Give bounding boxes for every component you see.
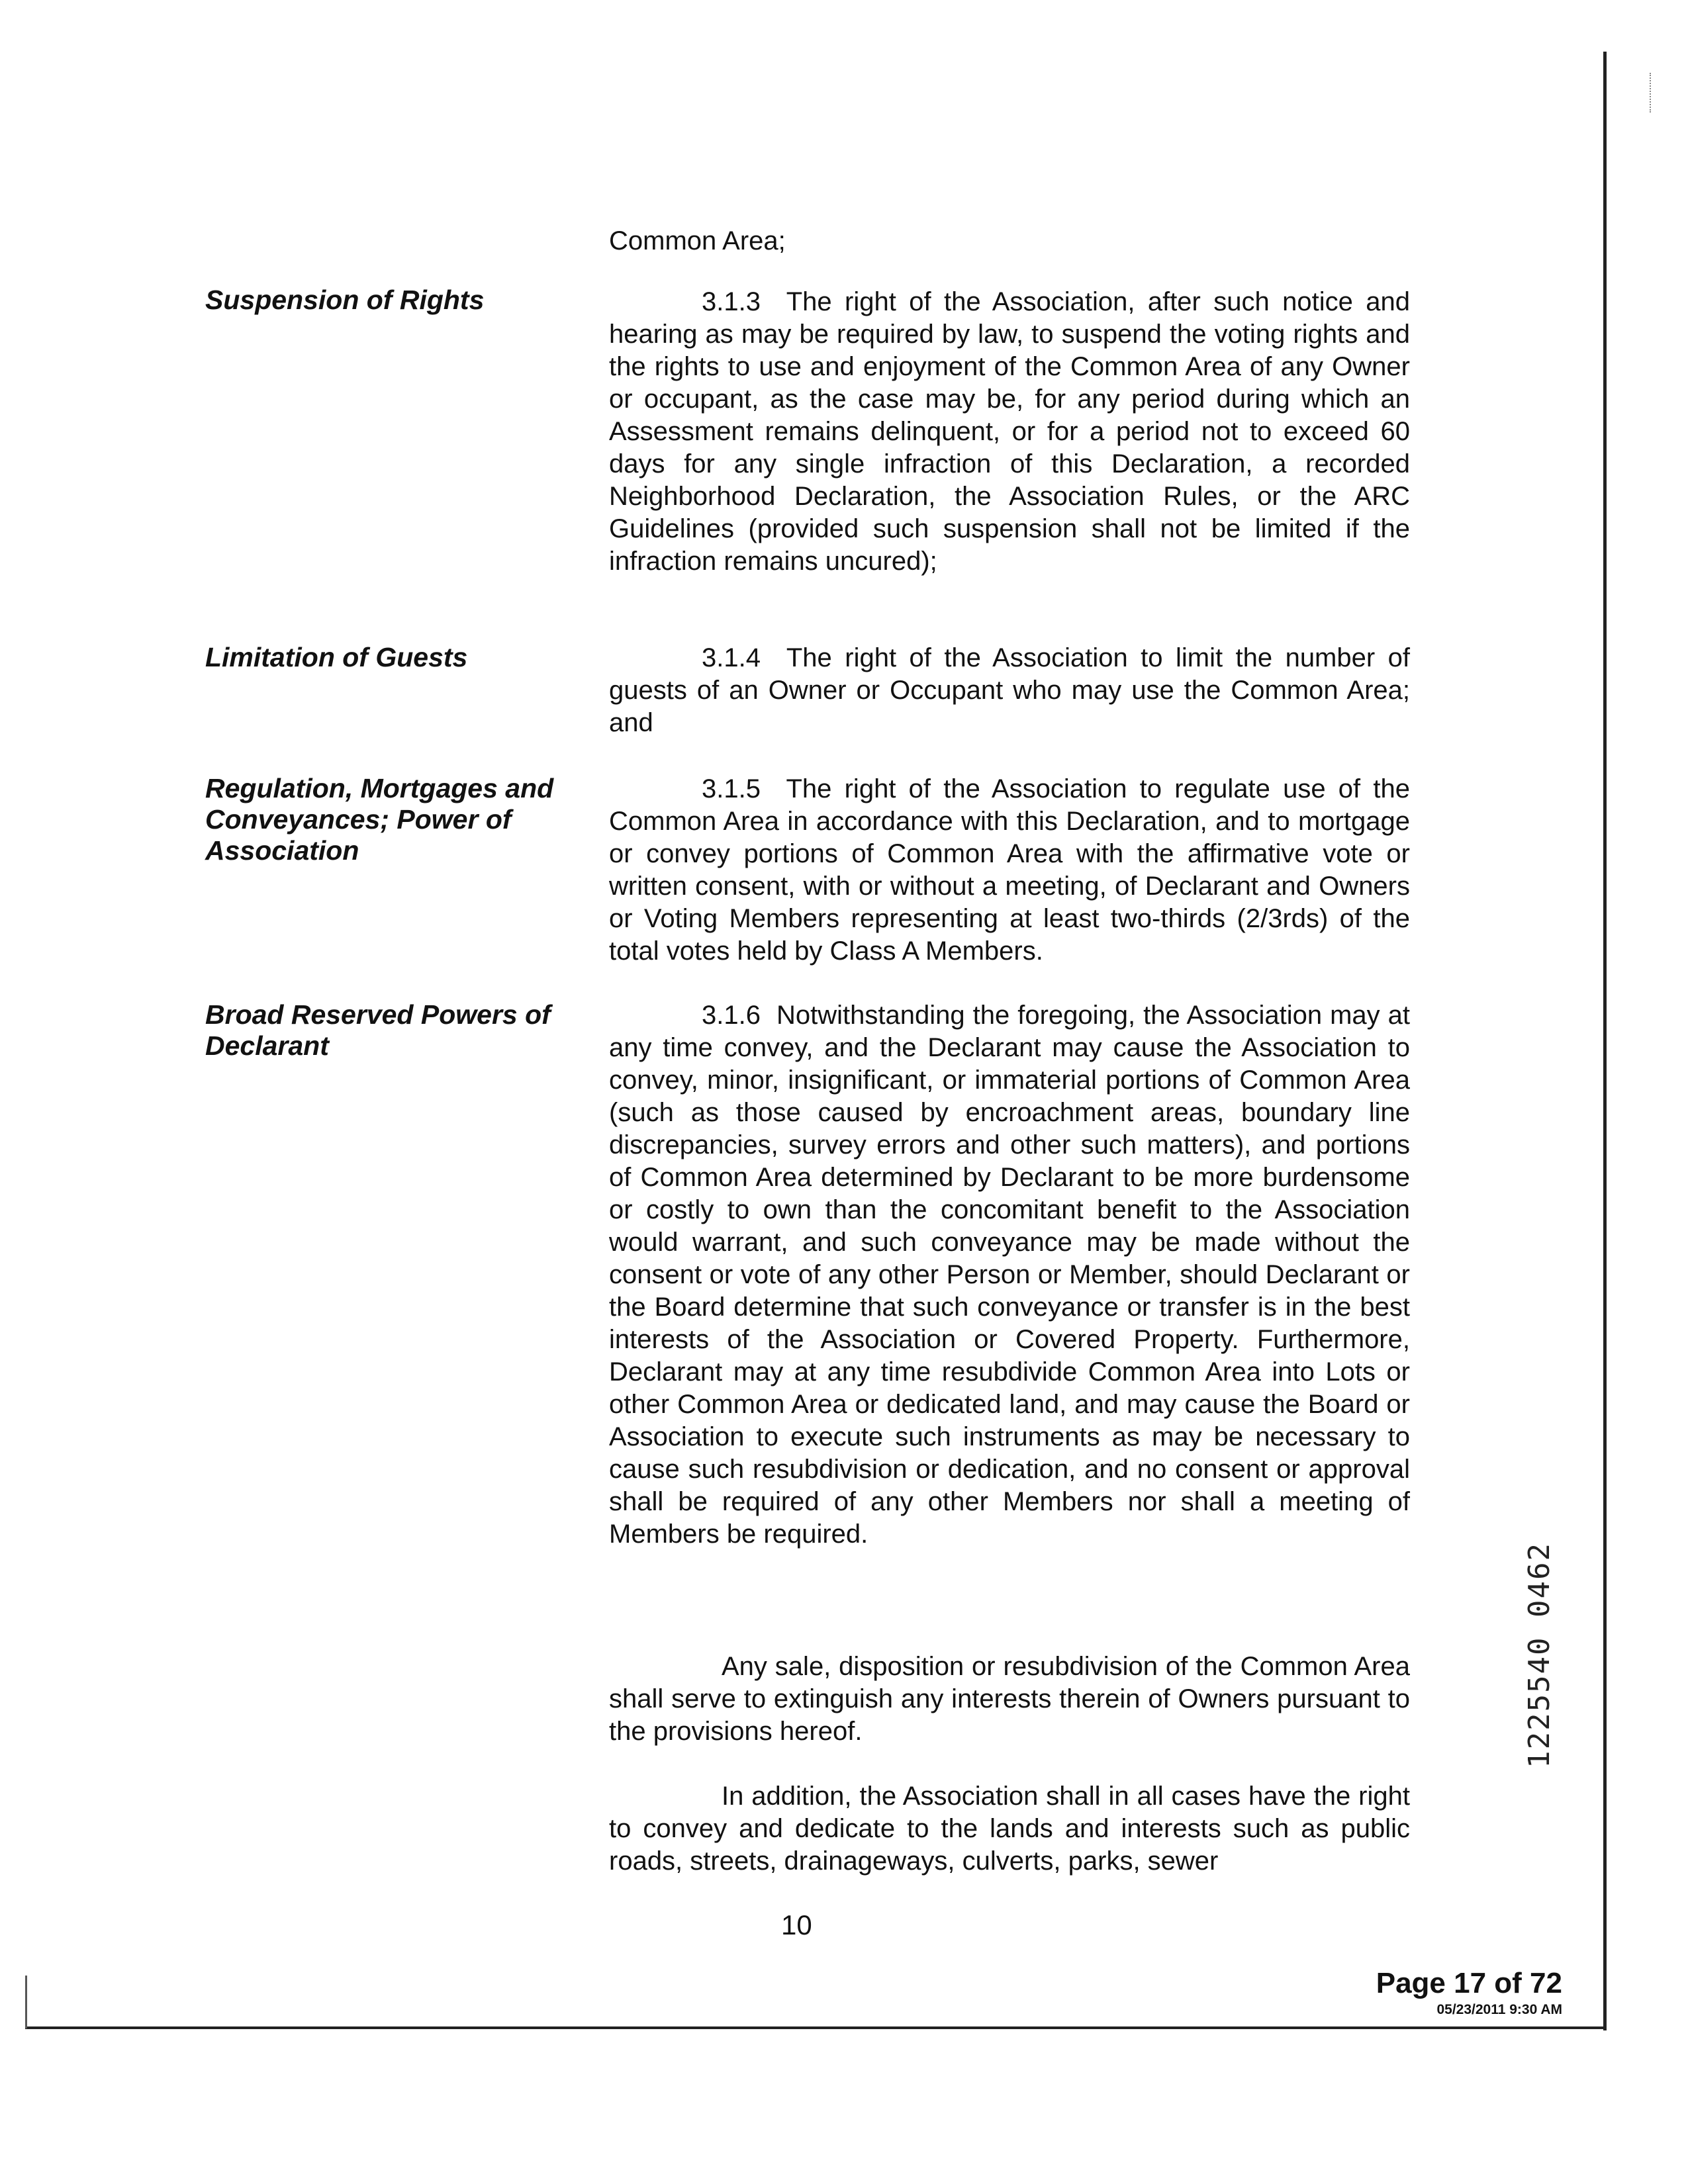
heading-limitation-of-guests: Limitation of Guests — [205, 642, 468, 672]
footer-timestamp: 05/23/2011 9:30 AM — [1436, 2002, 1562, 2017]
paragraph-in-addition — [609, 1780, 1410, 1878]
section-body: Notwithstanding the foregoing, the Association may at any time convey, and the Declarant may cause the Association to convey, minor, insignificant, or immaterial portions of Common Area (such as those caused by encroachment areas, boundary line discrepancies, survey errors and other such matters), and portions of Common Area determined by Declarant to be more burdensome or costly to own than the concomitant benefit to the Association would warrant, and such conveyance may be made without the consent or vote of any other Person or Member, should Declarant or the Board determine that such conveyance or transfer is in the best interests of the Association or Covered Property. Furthermore, Declarant may at any time resubdivide Common Area into Lots or other Common Area or dedicated land, and may cause the Board or Association to execute such instruments as may be necessary to cause such resubdivision or dedication, and no consent or approval shall be required of any other Members nor shall a meeting of Members be required. — [609, 1001, 1410, 1549]
page-number: 10 — [781, 1909, 812, 1940]
section-number: 3.1.6 — [702, 1001, 761, 1030]
section-3-1-4 — [609, 642, 1410, 739]
recording-id-vertical: 1225540 0462 — [1523, 1542, 1556, 1768]
scan-frame-left-tick — [25, 1976, 27, 2028]
heading-broad-reserved-powers: Broad Reserved Powers of Declarant — [205, 999, 551, 1061]
scan-edge-marks — [1650, 73, 1654, 113]
section-number: 3.1.5 — [702, 774, 761, 803]
section-body: The right of the Association to regulate use of the Common Area in accordance with this Declaration, and to mortgage or convey portions of Common Area with the affirmative vote or written consent, with or without a meeting, of Declarant and Owners or Voting Members representing at least two-thirds (2/3rds) of the total votes held by Class A Members. — [609, 774, 1410, 966]
section-3-1-3 — [609, 286, 1410, 578]
heading-suspension-of-rights: Suspension of Rights — [205, 285, 485, 315]
scan-frame-bottom-line — [25, 2026, 1607, 2029]
heading-regulation-mortgages-conveyances: Regulation, Mortgages and Conveyances; Power of Association — [205, 773, 554, 866]
section-number: 3.1.4 — [702, 643, 761, 672]
section-3-1-5 — [609, 773, 1410, 968]
paragraph-sale-disposition — [609, 1651, 1410, 1748]
scan-frame-right-line — [1603, 52, 1607, 2030]
section-body: The right of the Association, after such notice and hearing as may be required by law, to suspend the voting rights and the rights to use and enjoyment of the Common Area of any Owner or occupant, as the case may be, for any period during which an Assessment remains delinquent, or for a period not to exceed 60 days for any single infraction of this Declaration, a recorded Neighborhood Declaration, the Association Rules, or the ARC Guidelines (provided such suspension shall not be limited if the infraction remains uncured); — [609, 287, 1410, 576]
footer-page-count: Page 17 of 72 — [1376, 1967, 1562, 1999]
paragraph-addition-text: In addition, the Association shall in all cases have the right to convey and dedicate to the lands and interests such as public roads, streets, drainageways, culverts, parks, sewer — [609, 1782, 1410, 1876]
paragraph-sale-text: Any sale, disposition or resubdivision of the Common Area shall serve to extinguish any interests therein of Owners pursuant to the provisions hereof. — [609, 1652, 1410, 1746]
section-3-1-6 — [609, 999, 1410, 1551]
section-number: 3.1.3 — [702, 287, 761, 316]
section-body: The right of the Association to limit the number of guests of an Owner or Occupant who may use the Common Area; and — [609, 643, 1411, 737]
continuation-text: Common Area; — [609, 226, 786, 255]
